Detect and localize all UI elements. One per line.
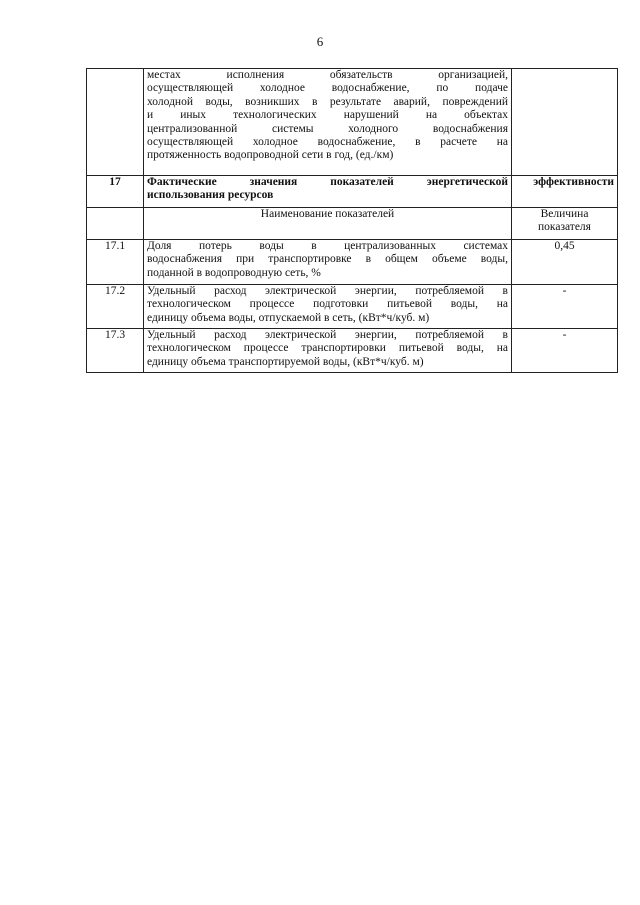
section-title-tail: эффективности bbox=[533, 176, 614, 188]
indicator-text-cell bbox=[144, 329, 512, 373]
text-line: осуществляющей холодное водоснабжение, в расчете на bbox=[147, 136, 508, 149]
section-row bbox=[87, 176, 618, 208]
page-number: 6 bbox=[316, 34, 324, 49]
table-row bbox=[87, 285, 618, 329]
indicator-value: - bbox=[512, 329, 618, 373]
text-line: Удельный расход электрической энергии, потребляемой в bbox=[147, 329, 508, 341]
header-value bbox=[512, 208, 618, 240]
row-number: 17.2 bbox=[87, 285, 144, 329]
header-name: Наименование показателей bbox=[144, 208, 512, 240]
section-title-line: использования ресурсов bbox=[147, 189, 274, 202]
text-line: и иных технологических нарушений на объектах bbox=[147, 109, 508, 122]
indicators-table bbox=[86, 68, 618, 373]
header-row bbox=[87, 208, 618, 240]
indicator-value: 0,45 bbox=[512, 240, 618, 285]
section-title-line: Фактические значения показателей энергетической bbox=[147, 176, 508, 188]
section-number: 17 bbox=[87, 176, 144, 208]
header-number-cell bbox=[87, 208, 144, 240]
value-cell bbox=[512, 69, 618, 176]
text-line: холодной воды, возникших в результате аварий, повреждений bbox=[147, 95, 508, 108]
header-value-line: показателя bbox=[538, 221, 591, 234]
section-title bbox=[144, 176, 512, 208]
indicator-text-cell bbox=[144, 285, 512, 329]
text-line: водоснабжения при транспортировке в общем объеме воды, bbox=[147, 253, 508, 266]
row-number: 17.1 bbox=[87, 240, 144, 285]
text-line: поданной в водопроводную сеть, % bbox=[147, 266, 321, 279]
text-line: централизованной системы холодного водоснабжения bbox=[147, 122, 508, 135]
text-line: протяженность водопроводной сети в год, (ед./км) bbox=[147, 149, 394, 162]
text-line: Удельный расход электрической энергии, потребляемой в bbox=[147, 285, 508, 297]
indicator-text-cell bbox=[144, 240, 512, 285]
text-line: единицу объема воды, отпускаемой в сеть, (кВт*ч/куб. м) bbox=[147, 311, 430, 324]
table-row bbox=[87, 240, 618, 285]
table-row bbox=[87, 69, 618, 176]
indicator-value: - bbox=[512, 285, 618, 329]
indicator-text-cell bbox=[144, 69, 512, 176]
text-line: технологическом процессе подготовки питьевой воды, на bbox=[147, 298, 508, 311]
text-line: единицу объема транспортируемой воды, (кВт*ч/куб. м) bbox=[147, 355, 424, 368]
row-number: 17.3 bbox=[87, 329, 144, 373]
text-line: местах исполнения обязательств организацией, bbox=[147, 69, 508, 81]
text-line: осуществляющей холодное водоснабжение, по подаче bbox=[147, 82, 508, 95]
text-line: технологическом процессе транспортировки питьевой воды, на bbox=[147, 342, 508, 355]
row-number-cell bbox=[87, 69, 144, 176]
table-row bbox=[87, 329, 618, 373]
header-value-line: Величина bbox=[540, 208, 589, 220]
section-title-tail-cell bbox=[512, 176, 618, 208]
text-line: Доля потерь воды в централизованных системах bbox=[147, 240, 508, 252]
